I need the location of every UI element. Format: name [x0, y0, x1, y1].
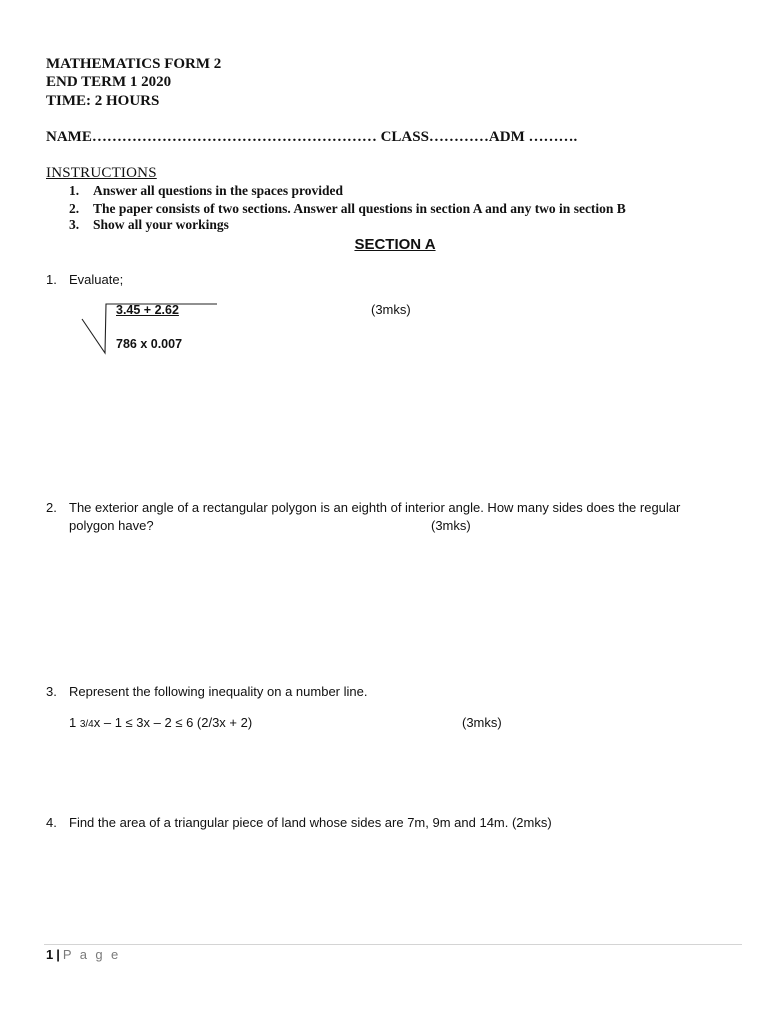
question-text: Evaluate; [69, 272, 124, 287]
instruction-number: 2. [69, 201, 80, 216]
question-text: Find the area of a triangular piece of land whose sides are 7m, 9m and 14m. (2mks) [69, 815, 552, 830]
exam-term: END TERM 1 2020 [46, 74, 172, 90]
instruction-number: 3. [69, 217, 80, 232]
page-number: 1 [46, 947, 54, 962]
question-number: 2. [46, 500, 57, 515]
instruction-text: Show all your workings [93, 217, 229, 232]
inequality-expression [69, 715, 252, 730]
instruction-item [69, 201, 626, 217]
name-class-adm-line: NAME………………………………………………… CLASS…………ADM ………. [46, 129, 578, 145]
question-number: 1. [46, 272, 57, 287]
question-text-continued: polygon have? [69, 518, 154, 533]
instruction-item [69, 217, 229, 233]
question-number: 3. [46, 684, 57, 699]
exam-title: MATHEMATICS FORM 2 [46, 56, 222, 72]
footer-divider [44, 944, 742, 945]
marks-label: (3mks) [371, 302, 411, 317]
page-label: P a g e [62, 947, 121, 962]
instructions-heading: INSTRUCTIONS [46, 165, 157, 181]
section-a-heading: SECTION A [354, 236, 436, 253]
marks-label: (3mks) [462, 715, 502, 730]
expr-fraction: 3/4 [79, 719, 94, 730]
exam-time: TIME: 2 HOURS [46, 93, 160, 109]
instruction-text: The paper consists of two sections. Answer all questions in section A and any two in section B [93, 201, 626, 216]
page-footer [46, 947, 121, 962]
instruction-item [69, 183, 343, 199]
footer-separator: | [56, 947, 60, 962]
fraction-numerator: 3.45 + 2.62 [116, 303, 179, 317]
expr-rest: x – 1 ≤ 3x – 2 ≤ 6 (2/3x + 2) [93, 715, 253, 730]
instruction-number: 1. [69, 183, 80, 198]
question-text: Represent the following inequality on a number line. [69, 684, 368, 699]
fraction-denominator: 786 x 0.007 [116, 337, 183, 351]
instruction-text: Answer all questions in the spaces provided [93, 183, 344, 198]
marks-label: (3mks) [431, 518, 471, 533]
question-number: 4. [46, 815, 57, 830]
expr-lead: 1 [69, 715, 80, 730]
question-text: The exterior angle of a rectangular polygon is an eighth of interior angle. How many sides does the regular [69, 500, 681, 515]
